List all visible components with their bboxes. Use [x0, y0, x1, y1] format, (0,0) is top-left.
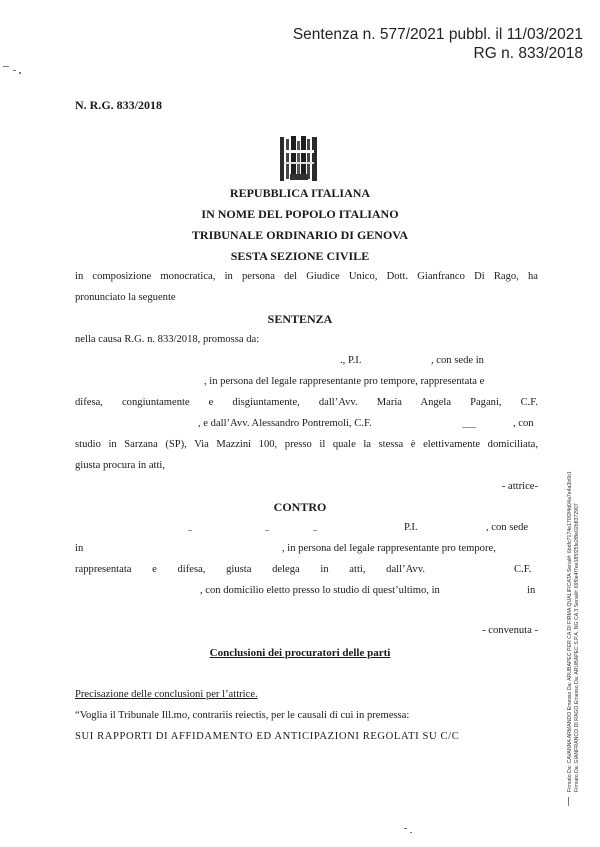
attrice-sede: , con sede in [431, 355, 484, 366]
heading-sezione: SESTA SEZIONE CIVILE [230, 249, 370, 263]
precisazione-line: Precisazione delle conclusioni per l’attrice. [75, 689, 258, 700]
heading-popolo: IN NOME DEL POPOLO ITALIANO [201, 207, 399, 221]
convenuta-in-2: in [527, 585, 536, 596]
redaction-mark [188, 521, 192, 539]
heading-tribunale: TRIBUNALE ORDINARIO DI GENOVA [191, 228, 409, 242]
attrice-legale: , in persona del legale rappresentante pro tempore, rappresentata e [204, 376, 485, 387]
intro-line: in composizione monocratica, in persona del Giudice Unico, Dott. Gianfranco Di Rago, ha [75, 271, 538, 282]
attrice-difesa: difesa, congiuntamente e disgiuntamente, dall’Avv. Maria Angela Pagani, C.F. [75, 397, 538, 408]
redaction-mark [462, 418, 476, 436]
convenuta-cf: C.F. [514, 564, 532, 575]
redaction-mark [313, 521, 317, 539]
italian-republic-emblem-icon [276, 136, 322, 182]
sentenza-title: SENTENZA [267, 312, 333, 326]
attrice-procura: giusta procura in atti, [75, 460, 166, 471]
attrice-studio: studio in Sarzana (SP), Via Mazzini 100, presso il quale la stessa è elettivamente domiciliata, [75, 439, 538, 450]
convenuta-sede: , con sede [486, 522, 529, 533]
rg-number: N. R.G. 833/2018 [75, 98, 162, 112]
intro-line: pronunciato la seguente [75, 292, 176, 303]
scan-mark [568, 797, 569, 806]
signature-line: Firmato Da: GIANFRANCO DI RAGO Emesso Da: ARUBAPEC S.P.A. NG CA 3 Serial#: 69f0e4f7ee185f25fe2f8e02b8372907 [574, 503, 580, 792]
scan-mark [410, 832, 412, 833]
signature-line: Firmato Da: CAVANNA ARMANDO Emesso Da: ARUBAPEC PER CA DI FIRMA QUALIFICATA Serial#: 6bdfc7174e170f2f4d04a7e4a3b6b1 [567, 471, 573, 792]
voglia-line: “Voglia il Tribunale Ill.mo, contrariis reiectis, per le causali di cui in premessa: [75, 710, 410, 721]
digital-signature-stamp [567, 471, 581, 792]
attrice-avv: , e dall’Avv. Alessandro Pontremoli, C.F. [198, 418, 372, 429]
convenuta-role: - convenuta - [482, 625, 538, 636]
sui-rapporti-line: SUI RAPPORTI DI AFFIDAMENTO ED ANTICIPAZIONI REGOLATI SU C/C [75, 731, 460, 742]
convenuta-legale: , in persona del legale rappresentante pro tempore, [282, 543, 496, 554]
rg-header-line: RG n. 833/2018 [473, 45, 583, 62]
attrice-role: - attrice- [501, 481, 538, 492]
attrice-pi: ., P.I. [340, 355, 362, 366]
scan-mark [13, 70, 16, 71]
causa-line: nella causa R.G. n. 833/2018, promossa da: [75, 334, 260, 345]
scan-mark [3, 66, 9, 67]
heading-repubblica: REPUBBLICA ITALIANA [229, 186, 371, 200]
convenuta-pi: P.I. [404, 522, 418, 533]
redaction-mark [265, 521, 269, 539]
convenuta-difesa: rappresentata e difesa, giusta delega in atti, dall’Avv. [75, 564, 425, 575]
convenuta-in: in [75, 543, 84, 554]
contro-title: CONTRO [273, 500, 327, 514]
scan-mark [19, 72, 21, 74]
scan-mark [404, 828, 407, 829]
conclusioni-title: Conclusioni dei procuratori delle parti [209, 647, 391, 659]
sentenza-publication-line: Sentenza n. 577/2021 pubbl. il 11/03/2021 [292, 26, 583, 43]
convenuta-domicilio: , con domicilio eletto presso lo studio di quest’ultimo, in [200, 585, 440, 596]
attrice-con: , con [513, 418, 534, 429]
